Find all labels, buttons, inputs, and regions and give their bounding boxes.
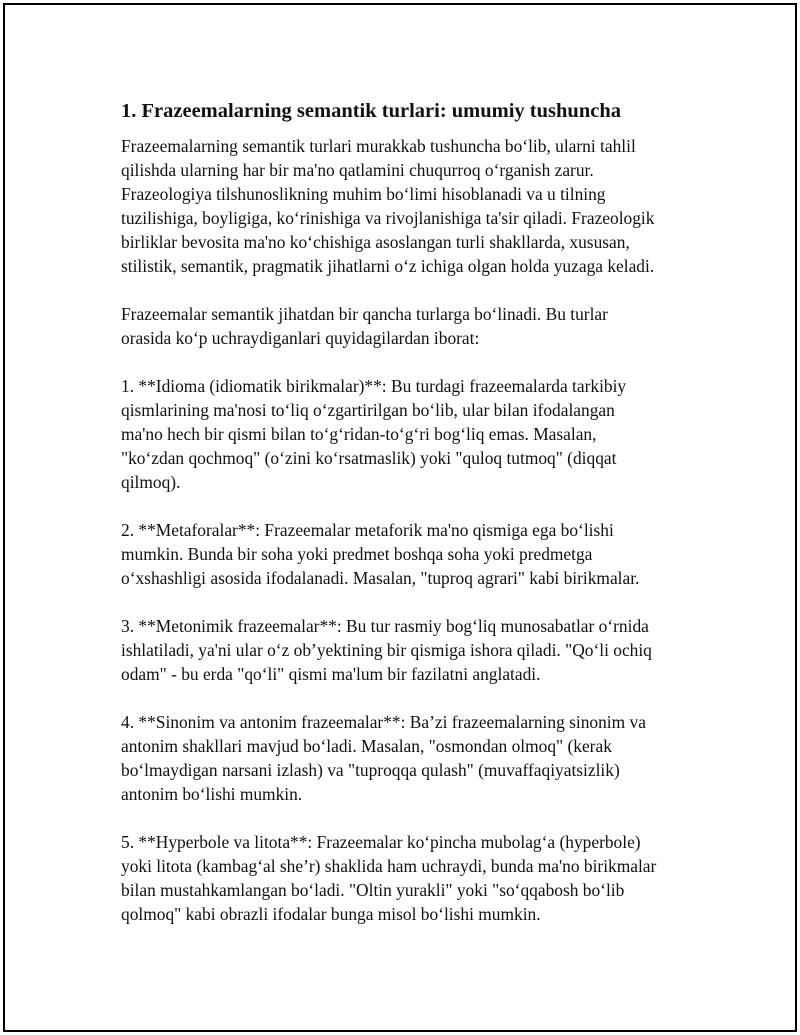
text-line: qilmoq). [121,472,181,492]
text-line: mumkin. Bunda bir soha yoki predmet boshqa soha yoki predmetga [121,544,593,564]
text-line: birliklar bevosita ma'no ko‘chishiga asoslangan turli shakllarda, xususan, [121,232,630,252]
text-line: yoki litota (kambag‘al she’r) shaklida ham uchraydi, bunda ma'no birikmalar [121,856,657,876]
page-frame [3,3,797,1032]
text-line: odam" - bu erda "qo‘li" qismi ma'lum bir fazilatni anglatadi. [121,664,541,684]
document-title: 1. Frazeemalarning semantik turlari: umumiy tushuncha [121,100,621,122]
text-line: antonim shakllari mavjud bo‘ladi. Masalan, "osmondan olmoq" (kerak [121,736,612,756]
text-line: stilistik, semantik, pragmatik jihatlarni o‘z ichiga olgan holda yuzaga keladi. [121,256,655,276]
text-line: antonim bo‘lishi mumkin. [121,784,303,804]
text-line: "ko‘zdan qochmoq" (o‘zini ko‘rsatmaslik) yoki "quloq tutmoq" (diqqat [121,448,617,468]
text-line: Frazeemalarning semantik turlari murakkab tushuncha bo‘lib, ularni tahlil [121,136,636,156]
text-line: o‘xshashligi asosida ifodalanadi. Masalan, "tuproq agrari" kabi birikmalar. [121,568,640,588]
paragraph-metaforalar [121,518,691,590]
text-line: 2. **Metaforalar**: Frazeemalar metaforik ma'no qismiga ega bo‘lishi [121,520,614,540]
paragraph-intro [121,134,691,278]
text-line: 5. **Hyperbole va litota**: Frazeemalar ko‘pincha mubolag‘a (hyperbole) [121,832,641,852]
text-line: ma'no hech bir qismi bilan to‘g‘ridan-to‘g‘ri bog‘liq emas. Masalan, [121,424,597,444]
text-line: qolmoq" kabi obrazli ifodalar bunga misol bo‘lishi mumkin. [121,904,541,924]
text-line: bilan mustahkamlangan bo‘ladi. "Oltin yurakli" yoki "so‘qqabosh bo‘lib [121,880,625,900]
paragraph-hyperbole-litota [121,830,691,926]
text-line: 3. **Metonimik frazeemalar**: Bu tur rasmiy bog‘liq munosabatlar o‘rnida [121,616,649,636]
paragraph-idioma [121,374,691,494]
text-line: Frazeemalar semantik jihatdan bir qancha turlarga bo‘linadi. Bu turlar [121,304,608,324]
text-line: tuzilishiga, boyligiga, ko‘rinishiga va rivojlanishiga ta'sir qiladi. Frazeologik [121,208,655,228]
text-line: bo‘lmaydigan narsani izlash) va "tuproqqa qulash" (muvaffaqiyatsizlik) [121,760,620,780]
document-body [121,97,691,950]
text-line: ishlatiladi, ya'ni ular o‘z ob’yektining bir qismiga ishora qiladi. "Qo‘li ochiq [121,640,652,660]
text-line: 1. **Idioma (idiomatik birikmalar)**: Bu turdagi frazeemalarda tarkibiy [121,376,627,396]
paragraph-types-intro [121,302,691,350]
text-line: orasida ko‘p uchraydiganlari quyidagilardan iborat: [121,328,480,348]
text-line: qilishda ularning har bir ma'no qatlamini chuqurroq o‘rganish zarur. [121,160,594,180]
text-line: Frazeologiya tilshunoslikning muhim bo‘limi hisoblanadi va u tilning [121,184,606,204]
paragraph-metonimik [121,614,691,686]
text-line: 4. **Sinonim va antonim frazeemalar**: Ba’zi frazeemalarning sinonim va [121,712,646,732]
text-line: qismlarining ma'nosi to‘liq o‘zgartirilgan bo‘lib, ular bilan ifodalangan [121,400,615,420]
paragraph-sinonim-antonim [121,710,691,806]
